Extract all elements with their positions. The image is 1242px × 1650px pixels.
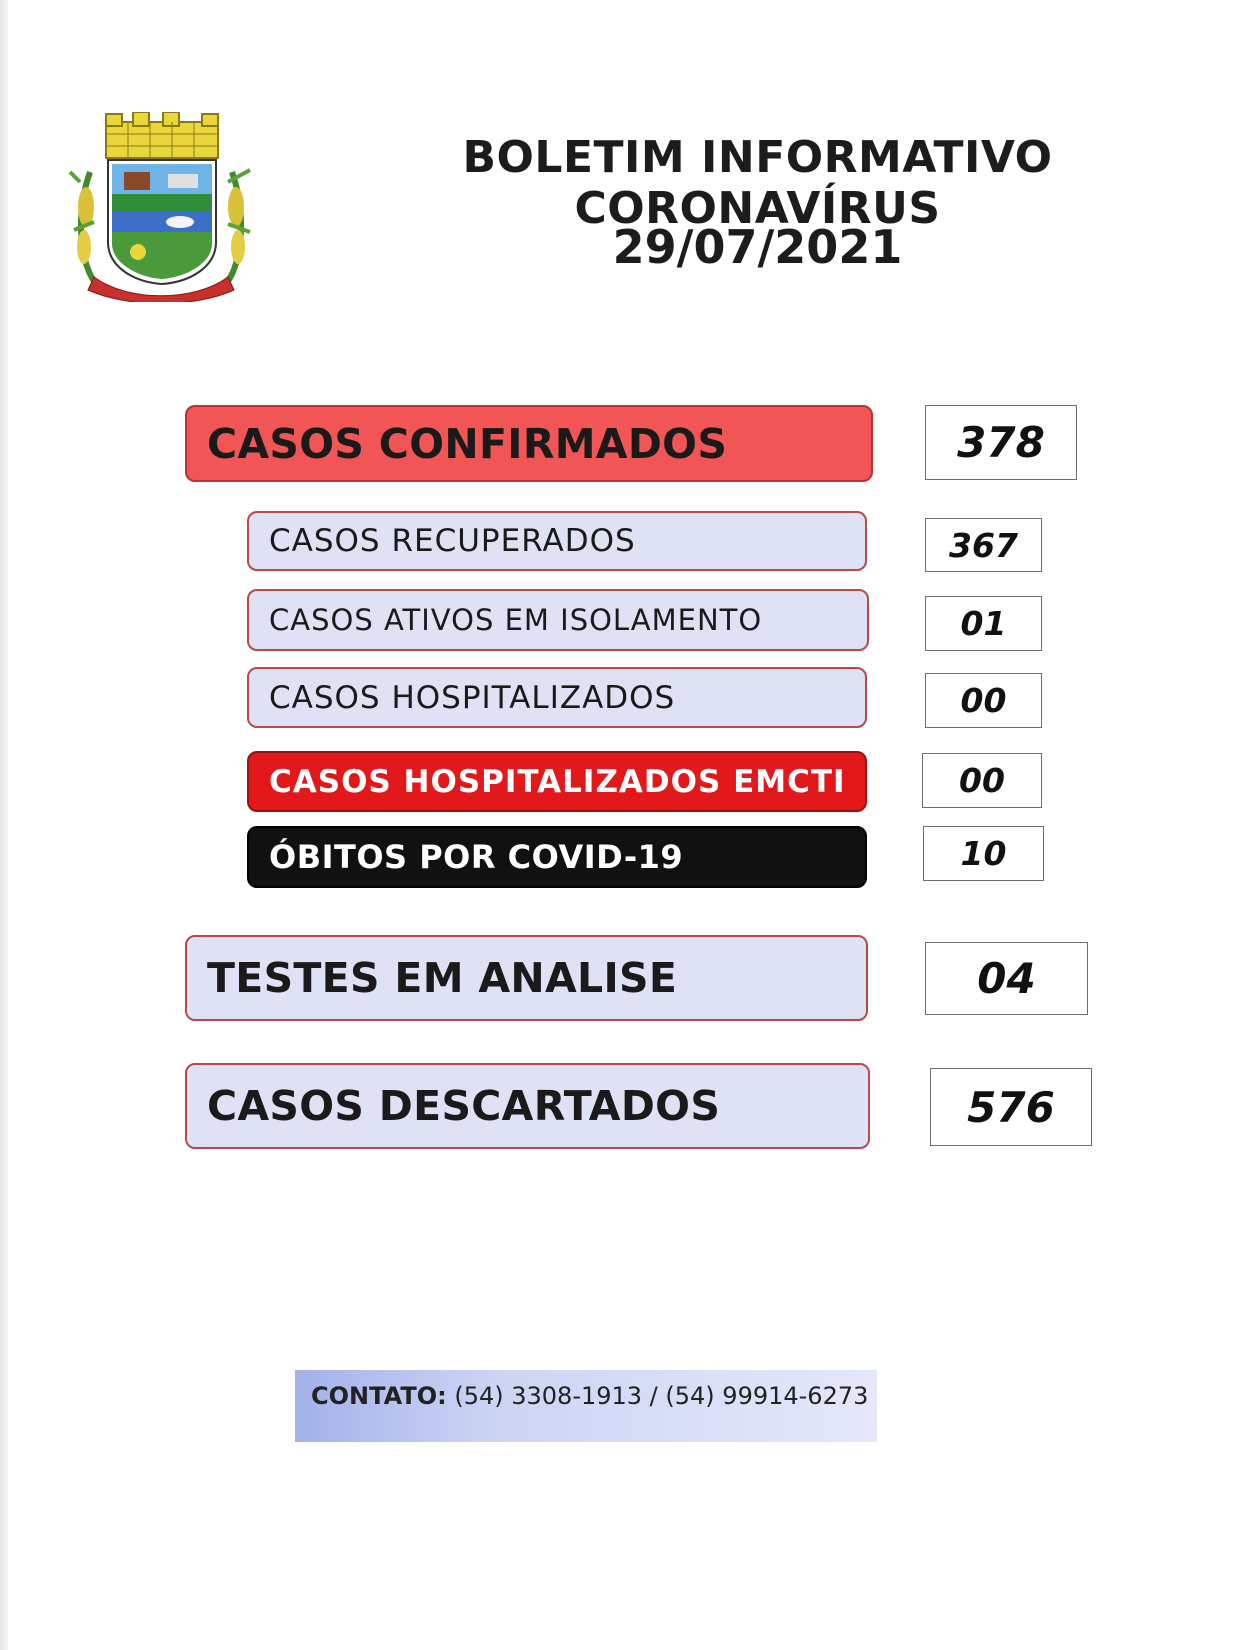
active-isolation-label: CASOS ATIVOS EM ISOLAMENTO (247, 589, 869, 651)
svg-text:PONTÃO: PONTÃO (142, 287, 180, 297)
tests-in-analysis-label: TESTES EM ANALISE (185, 935, 868, 1021)
deaths-value: 10 (923, 826, 1044, 881)
recovered-cases-value: 367 (925, 518, 1042, 572)
contact-phones: (54) 3308-1913 / (54) 99914-6273 (454, 1382, 869, 1410)
confirmed-cases-value: 378 (925, 405, 1077, 480)
bulletin-date: 29/07/2021 (612, 220, 903, 274)
bulletin-title: BOLETIM INFORMATIVO CORONAVÍRUS (462, 132, 1053, 234)
recovered-cases-label: CASOS RECUPERADOS (247, 511, 867, 571)
hospitalized-value: 00 (925, 673, 1042, 728)
active-isolation-value: 01 (925, 596, 1042, 651)
icu-hospitalized-label: CASOS HOSPITALIZADOS EMCTI (247, 751, 867, 812)
deaths-label: ÓBITOS POR COVID-19 (247, 826, 867, 888)
tests-in-analysis-value: 04 (925, 942, 1088, 1015)
confirmed-cases-label: CASOS CONFIRMADOS (185, 405, 873, 482)
contact-label: CONTATO: (311, 1382, 447, 1410)
hospitalized-label: CASOS HOSPITALIZADOS (247, 667, 867, 728)
contact-bar (295, 1370, 877, 1442)
discarded-cases-value: 576 (930, 1068, 1092, 1146)
icu-hospitalized-value: 00 (922, 753, 1042, 808)
page-edge (0, 0, 8, 1650)
municipal-crest-logo (68, 112, 254, 302)
discarded-cases-label: CASOS DESCARTADOS (185, 1063, 870, 1149)
